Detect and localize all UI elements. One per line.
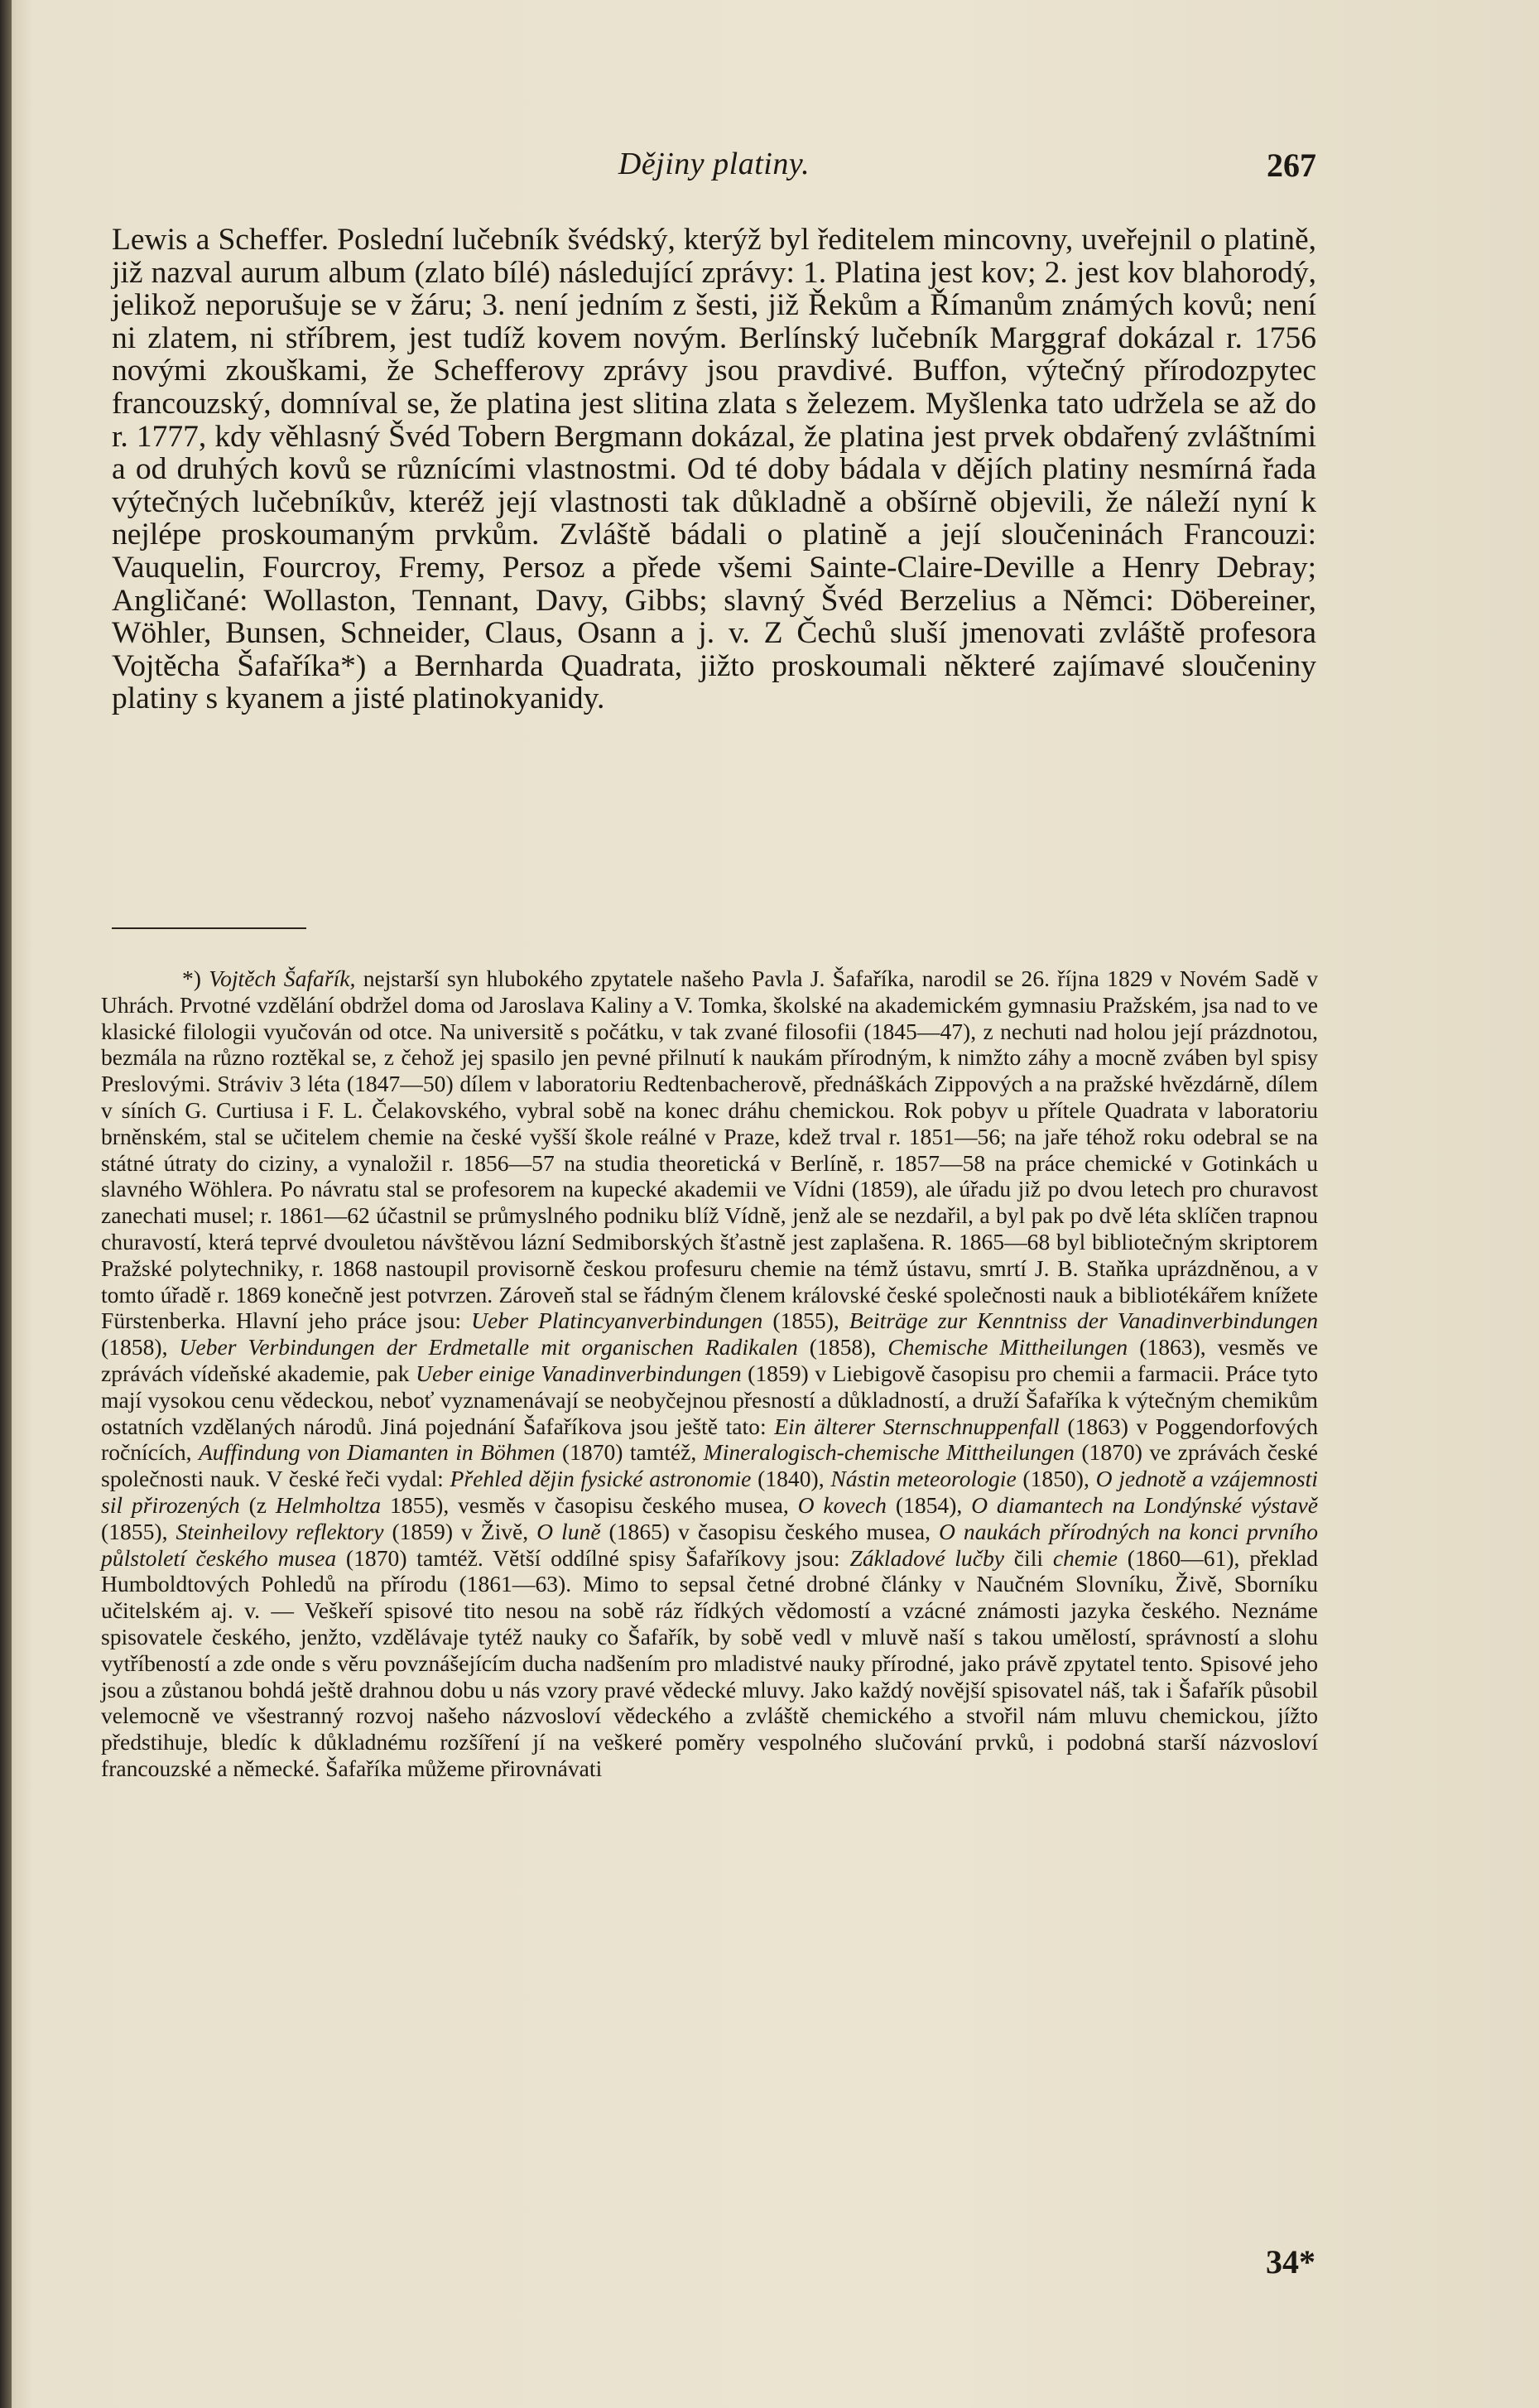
work-title: Ueber einige Vanadinverbindungen xyxy=(416,1360,742,1386)
footnote-text: (1859) v Živě, xyxy=(383,1518,537,1544)
footnote-text: (z xyxy=(239,1491,276,1518)
footnote-text: (1865) v časopisu českého musea, xyxy=(600,1518,940,1544)
footnote-text: (1854), xyxy=(886,1491,972,1518)
work-title: chemie xyxy=(1052,1544,1118,1571)
footnote-text: (1870) tamtéž. Větší oddílné spisy Šafaříkovy jsou: xyxy=(336,1544,850,1571)
footnote-text: (1858), xyxy=(101,1334,180,1361)
running-title: Dějiny platiny. xyxy=(618,147,810,181)
footnote-text: 1855), vesměs v časopisu českého musea, xyxy=(381,1491,798,1518)
work-title: O naukách přírodných na konci prvního půlstoletí českého musea xyxy=(101,1518,1319,1571)
main-text: Lewis a Scheffer. Poslední lučebník švédský, kterýž byl ředitelem mincovny, uveřejnil o platině, již nazval aurum album (zlato bílé) následující zprávy: 1. Platina jest kov; 2. jest kov blahorodý, jelikož neporušuje se v žáru; 3. není jedním z šesti, již Řekům a Římanům známých kovů; není ni zlatem, ni stříbrem, jest tudíž kovem novým. Berlínský lučebník Marggraf dokázal r. 1756 novými zkouškami, že Schefferovy zprávy jsou pravdivé. Buffon, výtečný přírodozpytec francouzský, domníval se, že platina jest slitina zlata s železem. Myšlenka tato udržela se až do r. 1777, kdy věhlasný Švéd Tobern Bergmann dokázal, že platina jest prvek obdařený zvláštními a od druhých kovů se různícími vlastnostmi. Od té doby bádala v dějích platiny nesmírná řada výtečných lučebníkův, kteréž její vlastnosti tak důkladně a obšírně objevili, že náleží nyní k nejlépe proskoumaným prvkům. Zvláště bádali o platině a její sloučeninách Francouzi: Vauquelin, Fourcroy, Fremy, Persoz a přede všemi Sainte-Claire-Deville a Henry Debray; Angličané: Wollaston, Tennant, Davy, Gibbs; slavný Švéd Berzelius a Němci: Döbereiner, Wöhler, Bunsen, Schneider, Claus, Osann a j. v. Z Čechů sluší jmenovati zvláště profesora Vojtěcha Šafaříka*) a Bernharda Quadrata, jižto proskoumali některé zajímavé sloučeniny platiny s kyanem a jisté platinokyanidy. xyxy=(112,223,1316,716)
work-title: Nástin meteorologie xyxy=(830,1466,1017,1492)
author-name: Helmholtza xyxy=(275,1491,382,1518)
work-title: Ueber Platincyanverbindungen xyxy=(471,1308,763,1334)
footnote-text: (1870) tamtéž, xyxy=(555,1439,704,1466)
work-title: Ueber Verbindungen der Erdmetalle mit organischen Radikalen xyxy=(179,1334,798,1361)
book-spine-edge xyxy=(0,0,12,2408)
work-title: O kovech xyxy=(797,1491,887,1518)
footnote-text: (1859) v Liebigově časopisu pro chemii a farmacii. Práce tyto mají vysokou cenu vědeckou, neboť vyznamenávají se neobyčejnou přesností a důkladností, a druží Šafaříka k výtečným chemikům ostatních vzdělaných národů. Jiná pojednání Šafaříkova jsou ještě tato: xyxy=(101,1360,1318,1439)
work-title: Chemische Mittheilungen xyxy=(887,1334,1128,1361)
footnote-text: čili xyxy=(1004,1544,1053,1571)
work-title: O luně xyxy=(536,1518,601,1544)
footnote-text: (1863), vesměs ve zprávách vídeňské akademie, pak xyxy=(101,1334,1318,1386)
footnote-text: (1850), xyxy=(1016,1466,1096,1492)
work-title: O diamantech na Londýnské výstavě xyxy=(971,1491,1319,1518)
work-title: Auffindung von Diamanten in Böhmen xyxy=(198,1439,555,1466)
footnote-text: (1855), xyxy=(762,1308,849,1334)
work-title: Steinheilovy reflektory xyxy=(176,1518,384,1544)
work-title: Přehled dějin fysické astronomie xyxy=(450,1466,752,1492)
work-title: Beiträge zur Kenntniss der Vanadinverbindungen xyxy=(849,1308,1319,1334)
footnote-text: (1840), xyxy=(751,1466,831,1492)
footnote-divider xyxy=(112,927,306,929)
work-title: O jednotě a vzájemnosti sil přirozených xyxy=(101,1466,1318,1518)
page-number: 267 xyxy=(1267,147,1316,184)
footnote-mark: *) xyxy=(182,966,209,991)
signature-mark: 34* xyxy=(1266,2243,1315,2280)
footnote xyxy=(101,966,1318,1782)
footnote-text: (1858), xyxy=(797,1334,888,1361)
footnote-text: (1860—61), překlad Humboldtových Pohledů na přírodu (1861—63). Mimo to sepsal četné drobné články v Naučném Slovníku, Živě, Sborníku učitelském aj. v. — Veškeří spisové tito nesou na sobě ráz řídkých vědomostí a vzácné známosti jazyka českého. Neznáme spisovatele českého, jenžto, vzdělávaje tytéž nauky co Šafařík, by sobě vedl v mluvě naší s takou umělostí, správností a slohu vytříbeností a zde onde s věru povznášejícím ducha nadšením pro mladistvé nauky přírodné, jako právě zpytatel tento. Spisové jeho jsou a zůstanou bohdá ještě drahnou dobu u nás vzory pravé vědecké mluvy. Jako každý novější spisovatel náš, tak i Šafařík působil velemocně ve všestranný rozvoj našeho názvosloví vědeckého a zvláště chemického a stvořil nám mluvu chemickou, jížto předstihuje, bledíc k důkladnému rozšíření jí na veškeré poměry vespolného slučování prvků, i podobná starší názvosloví francouzské a německé. Šafaříka můžeme přirovnávati xyxy=(101,1544,1318,1781)
footnote-text: (1870) ve zprávách české společnosti nauk. V české řeči vydal: xyxy=(101,1439,1319,1492)
page-header xyxy=(112,146,1316,195)
work-title: Základové lučby xyxy=(849,1544,1005,1571)
work-title: Ein älterer Sternschnuppenfall xyxy=(774,1413,1060,1439)
work-title: Mineralogisch-chemische Mittheilungen xyxy=(703,1439,1075,1466)
footnote-text: nejstarší syn hlubokého zpytatele našeho Pavla J. Šafaříka, narodil se 26. října 1829 v Novém Sadě v Uhrách. Prvotné vzdělání obdržel doma od Jaroslava Kaliny a V. Tomka, školské na akademickém gymnasiu Pražském, jsa nad to ve klasické filologii vyučován od otce. Na universitě s počátku, v tak zvané filosofii (1845—47), z nechuti nad holou její prázdnotou, bezmála na různo roztěkal se, z čehož jej spasilo jen pevné přilnutí k naukám přírodným, k nimžto záhy a mocně zváben byl spisy Preslovými. Stráviv 3 léta (1847—50) dílem v laboratoriu Redtenbacherově, přednáškách Zippových a na pražské hvězdárně, dílem v síních G. Curtiusa i F. L. Čelakovského, vybral sobě na konec dráhu chemickou. Rok pobyv u přítele Quadrata v laboratoriu brněnském, stal se učitelem chemie na české vyšší škole reálné v Praze, kdež trval r. 1851—56; na jaře téhož roku odebral se na státné útraty do ciziny, a vynaložil r. 1856—57 na studia theoretická v Berlíně, r. 1857—58 na práce chemické v Gotinkách u slavného Wöhlera. Po návratu stal se profesorem na kupecké akademii ve Vídni (1859), ale úřadu již po dvou letech pro churavost zanechati musel; r. 1861—62 účastnil se průmyslného podniku blíž Vídně, jenž ale se nezdařil, a byl pak po dvě léta sklíčen trapnou churavostí, která teprvé dvouletou návštěvou lázní Sedmiborských šťastně jest zaplašena. R. 1865—68 byl bibliotečným skriptorem Pražské polytechniky, r. 1868 nastoupil provisorně českou profesuru chemie na témž ústavu, smrtí J. B. Staňka uprázdněnou, a v tomto úřadě r. 1869 konečně jest potvrzen. Zároveň stal se řádným členem královské české společnosti nauk a bibliotékářem knížete Fürstenberka. Hlavní jeho práce jsou: xyxy=(101,966,1318,1334)
footnote-text: (1855), xyxy=(101,1518,176,1544)
footnote-text: (1863) v Poggendorfových ročnících, xyxy=(101,1413,1319,1466)
footnote-name: Vojtěch Šafařík, xyxy=(209,966,356,991)
